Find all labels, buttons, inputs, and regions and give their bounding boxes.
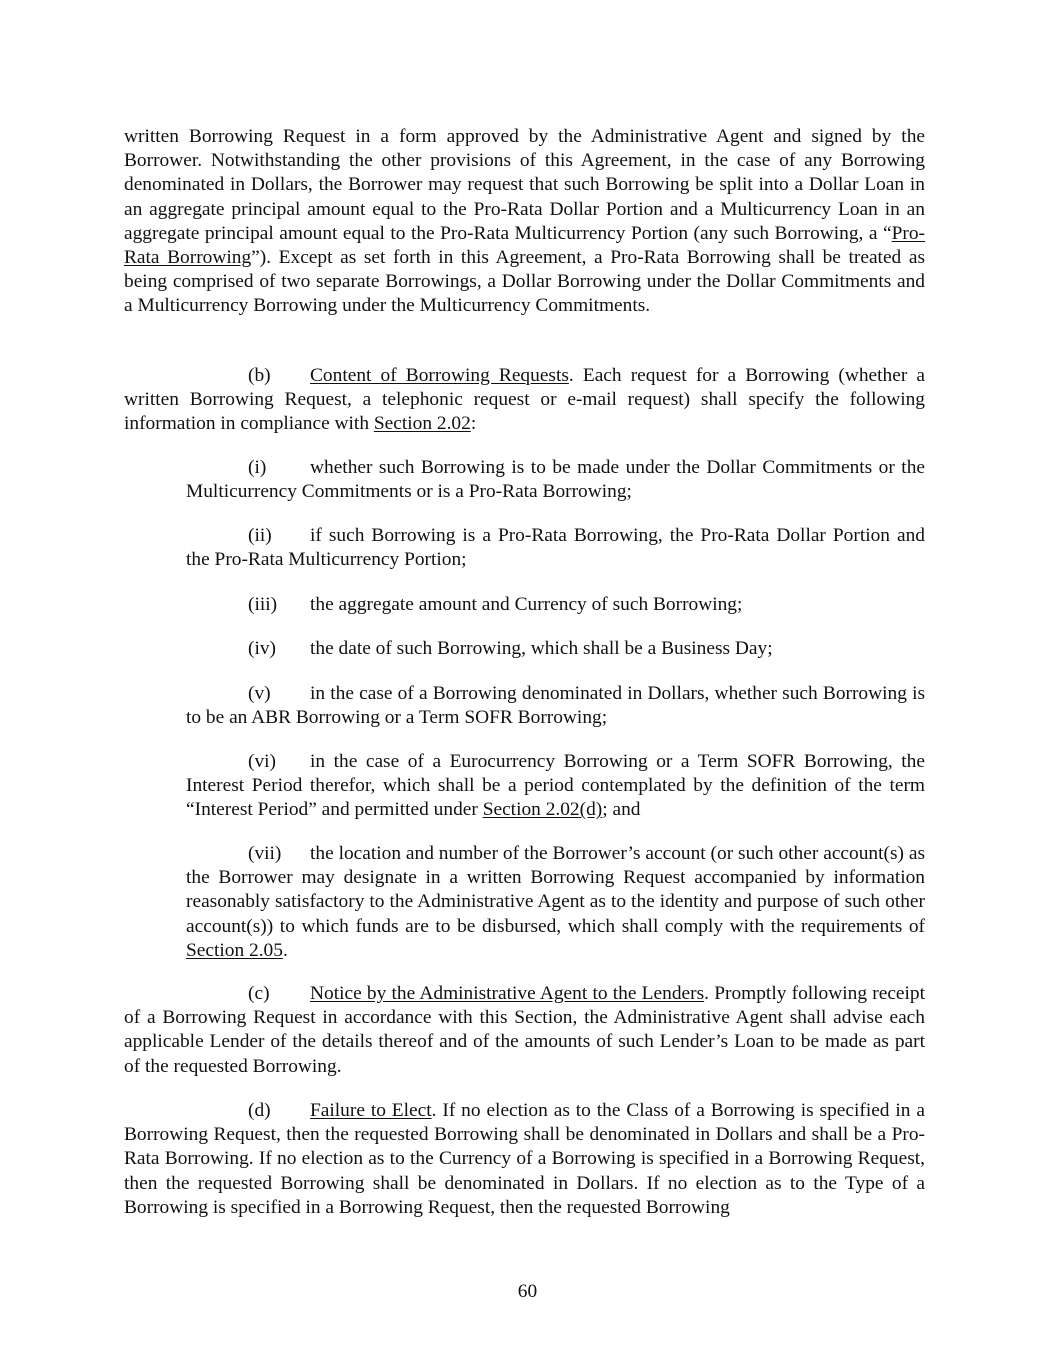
item-v-number: (v) xyxy=(248,683,271,704)
item-i-number: (i) xyxy=(248,457,267,478)
item-vi-after: ; and xyxy=(602,799,641,821)
item-vii-text: the location and number of the Borrower’s account (or such other account(s) as the Borrower may designate in a written Borrowing Request accompanied by information reasonably satisfactory to the Administrative Agent as to the identity and purpose of such other account(s)) to which funds are to be disbursed, which shall comply with the requirements of xyxy=(186,843,925,937)
page-number: 60 xyxy=(517,1281,538,1302)
paragraph-d-text: . If no election as to the Class of a Borrowing is specified in a Borrowing Request, then the requested Borrowing shall be denominated in Dollars and shall be a Pro-Rata Borrowing. If no election as to the Currency of a Borrowing is specified in a Borrowing Request, then the requested Borrowing shall be denominated in Dollars. If no election as to the Type of a Borrowing is specified in a Borrowing Request, then the requested Borrowing xyxy=(124,1100,925,1218)
paragraph-d-heading: Failure to Elect xyxy=(310,1100,432,1121)
item-vi xyxy=(186,750,925,823)
paragraph-b-heading: Content of Borrowing Requests xyxy=(310,365,569,386)
item-iv xyxy=(186,637,925,661)
intro-paragraph xyxy=(124,125,925,319)
item-vi-number: (vi) xyxy=(248,751,276,772)
paragraph-d-number: (d) xyxy=(248,1100,271,1121)
item-vi-text: in the case of a Eurocurrency Borrowing or a Term SOFR Borrowing, the Interest Period therefor, which shall be a period contemplated by the definition of the term “Interest Period” and permitted under xyxy=(186,751,925,821)
defined-term-pro-rata-borrowing: Pro-Rata Borrowing xyxy=(124,222,925,269)
item-vii-after: . xyxy=(282,939,288,961)
intro-text-1: written Borrowing Request in a form approved by the Administrative Agent and signed by the Borrower. Notwithstanding the other provisions of this Agreement, in the case of any Borrowing denominated in Dollars, the Borrower may request that such Borrowing be split into a Dollar Loan in an aggregate principal amount equal to the Pro-Rata Dollar Portion and a Multicurrency Loan in an aggregate principal amount equal to the Pro-Rata Multicurrency Portion (any such Borrowing, a “ xyxy=(124,126,925,244)
item-ii xyxy=(186,524,925,572)
item-v xyxy=(186,682,925,730)
paragraph-c-text: . Promptly following receipt of a Borrowing Request in accordance with this Section, the Administrative Agent shall advise each applicable Lender of the details thereof and of the amounts of such Lender’s Loan to be made as part of the requested Borrowing. xyxy=(124,983,925,1077)
item-iv-text: the date of such Borrowing, which shall be a Business Day; xyxy=(310,638,773,659)
intro-text-2: ”). Except as set forth in this Agreement, a Pro-Rata Borrowing shall be treated as being comprised of two separate Borrowings, a Dollar Borrowing under the Dollar Commitments and a Multicurrency Borrowing under the Multicurrency Commitments. xyxy=(124,247,925,317)
item-i xyxy=(186,456,925,504)
paragraph-c xyxy=(124,982,925,1079)
item-iii-number: (iii) xyxy=(248,594,278,615)
paragraph-d xyxy=(124,1099,925,1220)
paragraph-c-number: (c) xyxy=(248,983,270,1004)
item-iii-text: the aggregate amount and Currency of such Borrowing; xyxy=(310,594,743,615)
section-ref-2-05: Section 2.05 xyxy=(186,939,283,961)
item-v-text: in the case of a Borrowing denominated in Dollars, whether such Borrowing is to be an ABR Borrowing or a Term SOFR Borrowing; xyxy=(186,683,925,729)
item-ii-number: (ii) xyxy=(248,525,272,546)
paragraph-b-text: . Each request for a Borrowing (whether a written Borrowing Request, a telephonic request or e-mail request) shall specify the following information in compliance with xyxy=(124,365,925,435)
item-iii xyxy=(186,593,925,617)
item-vii xyxy=(186,842,925,963)
section-ref-2-02-d: Section 2.02(d) xyxy=(482,799,603,821)
section-ref-2-02: Section 2.02 xyxy=(373,413,471,435)
item-i-text: whether such Borrowing is to be made under the Dollar Commitments or the Multicurrency Commitments or is a Pro-Rata Borrowing; xyxy=(186,457,925,503)
item-ii-text: if such Borrowing is a Pro-Rata Borrowing, the Pro-Rata Dollar Portion and the Pro-Rata Multicurrency Portion; xyxy=(186,525,925,571)
paragraph-c-heading: Notice by the Administrative Agent to the Lenders xyxy=(310,983,705,1004)
paragraph-b xyxy=(124,364,925,437)
item-vii-number: (vii) xyxy=(248,843,282,864)
item-iv-number: (iv) xyxy=(248,638,276,659)
paragraph-b-number: (b) xyxy=(248,365,271,386)
paragraph-b-colon: : xyxy=(470,413,477,435)
